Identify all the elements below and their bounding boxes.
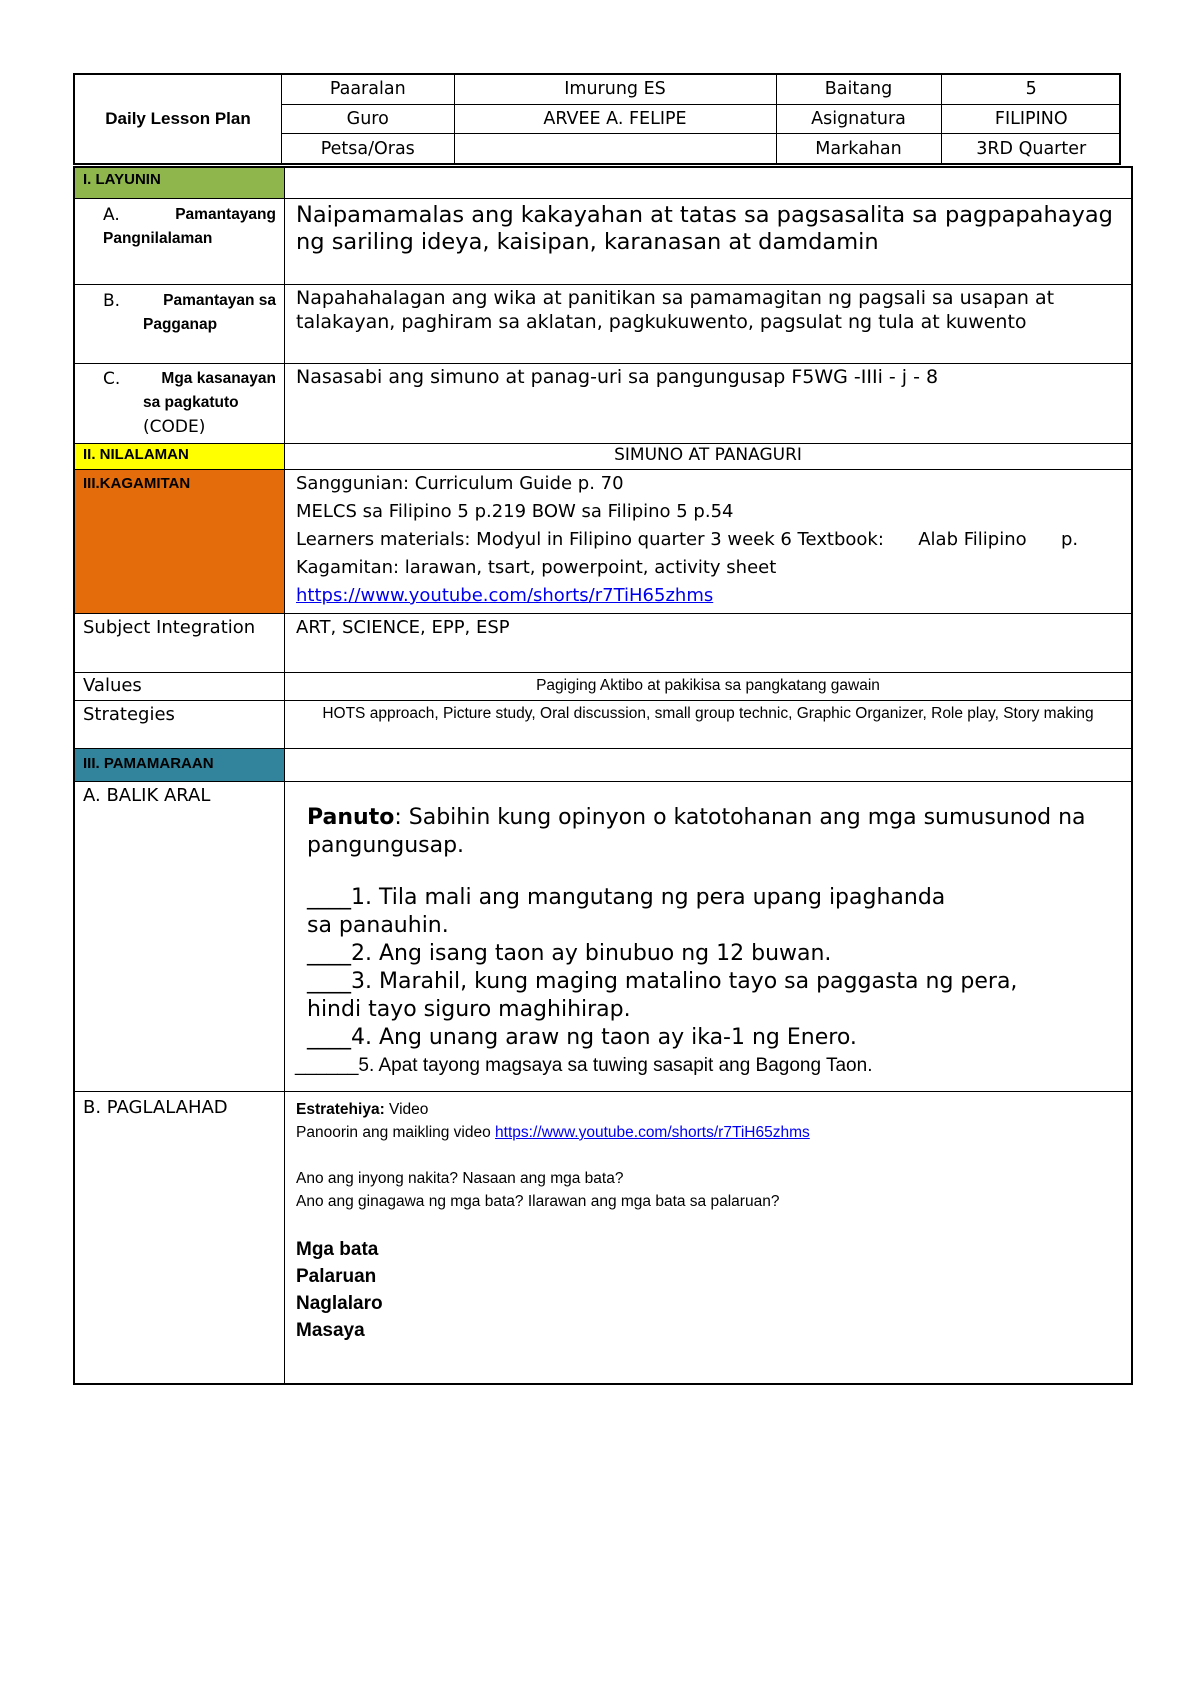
label-petsa-oras: Petsa/Oras	[282, 134, 454, 163]
kagamitan-video-link[interactable]: https://www.youtube.com/shorts/r7TiH65zhms	[296, 585, 714, 606]
pamantayang-pangnilalaman-row	[75, 199, 1131, 285]
kagamitan-heading: III.KAGAMITAN	[75, 470, 285, 613]
strategies-row	[75, 701, 1131, 749]
exercise-item: ____2. Ang isang taon ay binubuo ng 12 buwan.	[307, 941, 832, 966]
value-paaralan: Imurung ES	[454, 75, 776, 104]
header-row	[282, 104, 1121, 133]
answer-item: Mga bata	[296, 1239, 379, 1260]
strategies-label: Strategies	[75, 701, 285, 748]
header-info-grid	[282, 75, 1121, 163]
balik-aral-content	[285, 782, 1131, 1091]
exercise-item-cont: hindi tayo siguro maghihirap.	[307, 997, 631, 1022]
exercise-item: ______5. Apat tayong magsaya sa tuwing sasapit ang Bagong Taon.	[295, 1055, 873, 1076]
nilalaman-heading: II. NILALAMAN	[75, 444, 285, 469]
paglalahad-content: Estratehiya: Video Panoorin ang maikling video https://www.youtube.com/shorts/r7TiH65zhms Ano ang inyong nakita? Nasaan ang mga bata? Ano ang ginagawa ng mga bata? Ilarawan ang mga bata sa palaruan? Mga bata Palaruan Naglalaro Masaya	[285, 1092, 1131, 1383]
pamamaraan-heading: III. PAMAMARAAN	[75, 749, 285, 781]
header-table	[73, 73, 1121, 165]
lesson-table	[73, 166, 1133, 1385]
header-row	[282, 134, 1121, 163]
subject-integration-label: Subject Integration	[75, 614, 285, 672]
strategies-text: HOTS approach, Picture study, Oral discussion, small group technic, Graphic Organizer, Role play, Story making	[322, 705, 1094, 722]
answer-item: Masaya	[296, 1320, 365, 1341]
kasanayan-label: C. Mga kasanayan sa pagkatuto (CODE)	[75, 364, 285, 443]
paglalahad-row	[75, 1092, 1131, 1385]
values-row	[75, 673, 1131, 701]
answer-item: Naglalaro	[296, 1293, 383, 1314]
exercise-item: ____3. Marahil, kung maging matalino tayo sa paggasta ng pera,	[307, 969, 1018, 994]
answer-item: Palaruan	[296, 1266, 377, 1287]
pamantayan-pagganap-row	[75, 285, 1131, 364]
value-guro: ARVEE A. FELIPE	[454, 104, 776, 133]
values-text: Pagiging Aktibo at pakikisa sa pangkatang gawain	[536, 677, 880, 694]
kagamitan-text: Sanggunian: Curriculum Guide p. 70 MELCS sa Filipino 5 p.219 BOW sa Filipino 5 p.54 Learners materials: Modyul in Filipino quarter 3 week 6 Textbook: Alab Filipino p. Kagamitan: larawan, tsart, powerpoint, activity sheet https://www.youtube.com/shorts/r7TiH65zhms	[296, 473, 1079, 606]
label-paaralan: Paaralan	[282, 75, 454, 104]
pamantayan-pagganap-label: B. Pamantayan sa Pagganap	[75, 285, 285, 363]
kagamitan-row	[75, 470, 1131, 614]
label-markahan: Markahan	[776, 134, 941, 163]
label-baitang: Baitang	[776, 75, 941, 104]
exercise-item: ____1. Tila mali ang mangutang ng pera upang ipaghanda	[307, 885, 946, 910]
label-asignatura: Asignatura	[776, 104, 941, 133]
panuto-instructions: Panuto: Sabihin kung opinyon o katotohanan ang mga sumusunod na pangungusap. ____1. Tila mali ang mangutang ng pera upang ipaghanda sa panauhin. ____2. Ang isang taon ay binubuo ng 12 buwan. ____3. Marahil, kung maging matalino tayo sa paggasta ng pera, hindi tayo siguro maghihirap. ____4. Ang unang araw ng taon ay ika-1 ng Enero. ______5. Apat tayong magsaya sa tuwing sasapit ang Bagong Taon.	[285, 782, 1131, 1080]
exercise-item: ____4. Ang unang araw ng taon ay ika-1 ng Enero.	[307, 1025, 857, 1050]
pamantayang-pangnilalaman-text: Naipamamalas ang kakayahan at tatas sa pagsasalita sa pagpapahayag ng sariling ideya, kaisipan, karanasan at damdamin	[296, 202, 1113, 255]
paglalahad-video-link[interactable]: https://www.youtube.com/shorts/r7TiH65zhms	[495, 1124, 810, 1141]
value-markahan: 3RD Quarter	[941, 134, 1121, 163]
value-petsa-oras	[454, 134, 776, 163]
values-label: Values	[75, 673, 285, 700]
nilalaman-text: SIMUNO AT PANAGURI	[614, 445, 802, 465]
subject-integration-row	[75, 614, 1131, 673]
nilalaman-row	[75, 444, 1131, 470]
label-guro: Guro	[282, 104, 454, 133]
paglalahad-label: B. PAGLALAHAD	[75, 1092, 285, 1383]
exercise-item-cont: sa panauhin.	[307, 913, 449, 938]
header-row	[282, 75, 1121, 104]
layunin-heading-row	[75, 168, 1131, 199]
value-baitang: 5	[941, 75, 1121, 104]
kasanayan-text: Nasasabi ang simuno at panag-uri sa pangungusap F5WG -IIIi - j - 8	[296, 366, 939, 388]
balik-aral-row	[75, 782, 1131, 1092]
kasanayan-row	[75, 364, 1131, 444]
balik-aral-label: A. BALIK ARAL	[75, 782, 285, 1091]
pamantayang-pangnilalaman-label: A. Pamantayang Pangnilalaman	[75, 199, 285, 284]
layunin-heading: I. LAYUNIN	[75, 168, 285, 198]
subject-integration-text: ART, SCIENCE, EPP, ESP	[296, 617, 510, 638]
document-title: Daily Lesson Plan	[75, 75, 282, 163]
pamamaraan-heading-row	[75, 749, 1131, 782]
pamantayan-pagganap-text: Napahahalagan ang wika at panitikan sa pamamagitan ng pagsali sa usapan at talakayan, paghiram sa aklatan, pagkukuwento, pagsulat ng tula at kuwento	[296, 287, 1055, 333]
value-asignatura: FILIPINO	[941, 104, 1121, 133]
